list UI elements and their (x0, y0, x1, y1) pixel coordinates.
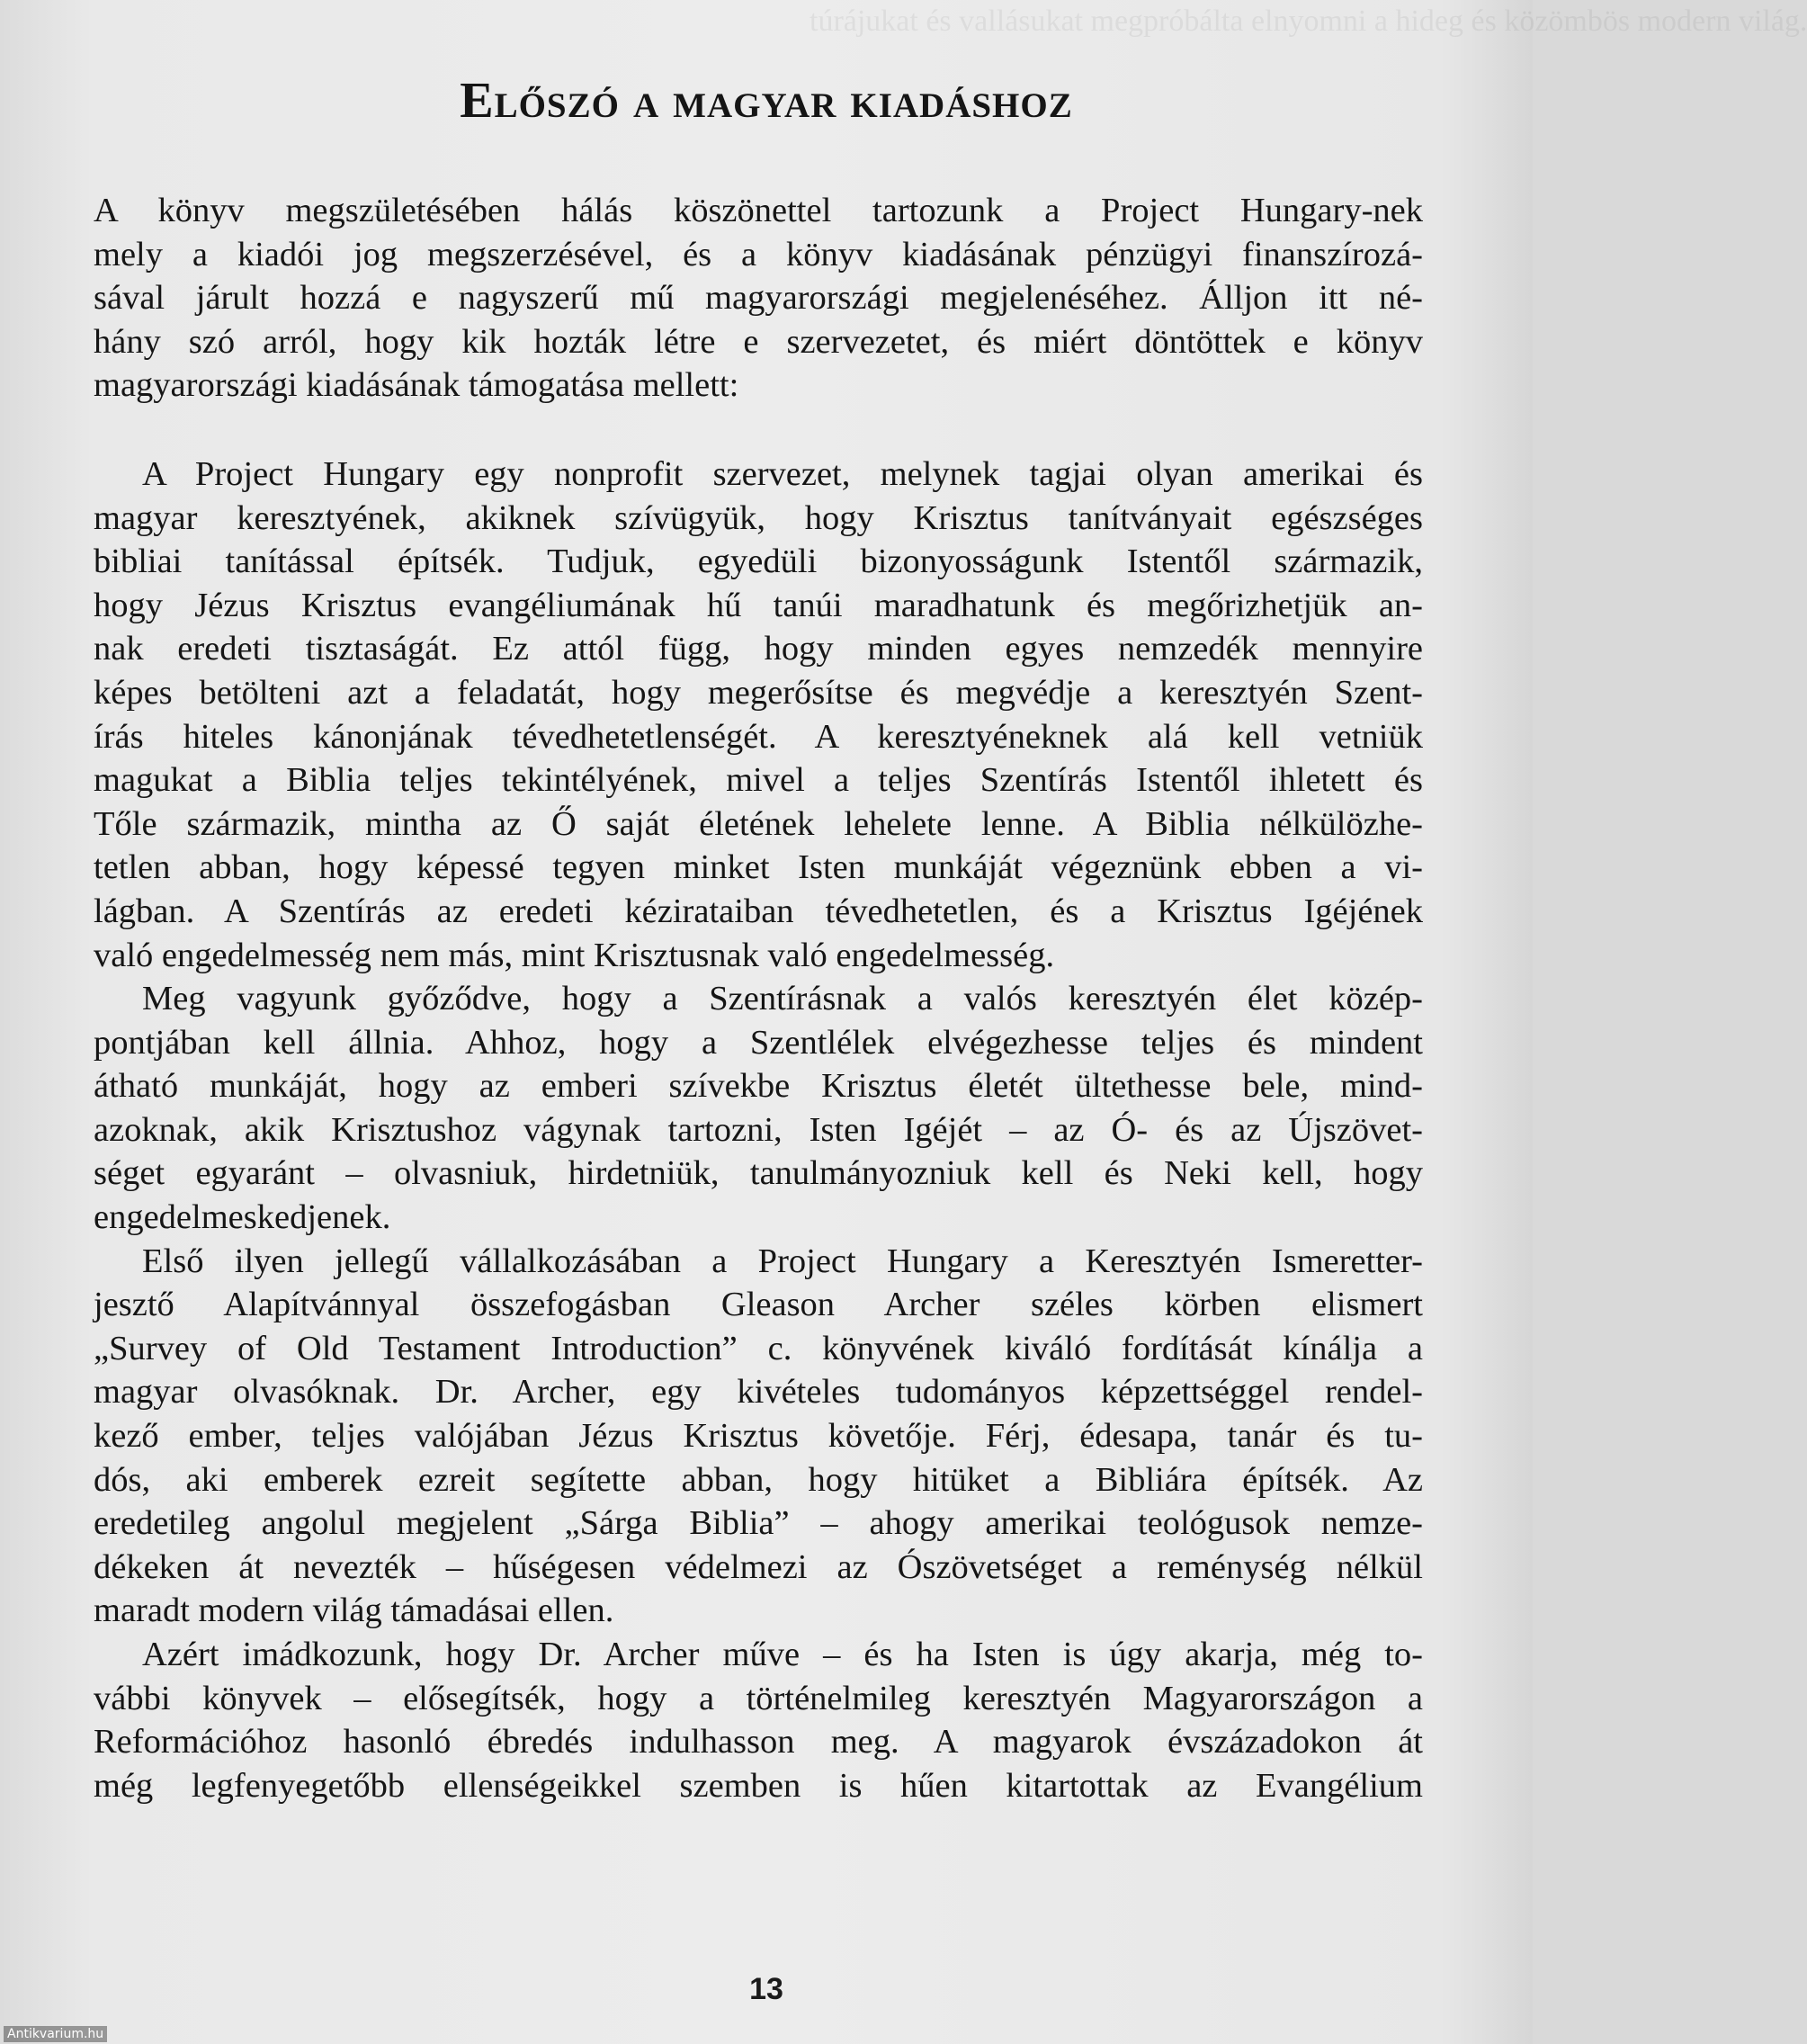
text-line: Meg vagyunk győződve, hogy a Szentírásnak a valós keresztyén élet közép- (142, 980, 1423, 1018)
text-line: hány szó arról, hogy kik hozták létre e szervezetet, és miért döntöttek e könyv (94, 322, 1423, 361)
text-line: írás hiteles kánonjának tévedhetetlenségét. A keresztyéneknek alá kell vetniük (94, 717, 1423, 756)
text-line: Tőle származik, mintha az Ő saját életének lehelete lenne. A Biblia nélkülözhe- (94, 804, 1423, 843)
text-line: A könyv megszületésében hálás köszönettel tartozunk a Project Hungary-nek (94, 192, 1423, 229)
text-line: Első ilyen jellegű vállalkozásában a Project Hungary a Keresztyén Ismeretter- (142, 1242, 1423, 1280)
text-line: kező ember, teljes valójában Jézus Krisztus követője. Férj, édesapa, tanár és tu- (94, 1417, 1423, 1456)
page-number: 13 (749, 1972, 783, 2006)
paragraph-5 (94, 1633, 1423, 1807)
text-line: magyar olvasóknak. Dr. Archer, egy kivételes tudományos képzettséggel rendel- (94, 1373, 1423, 1412)
text-line: vábbi könyvek – elősegítsék, hogy a történelmileg keresztyén Magyarországon a (94, 1679, 1423, 1717)
page-title: Előszó a magyar kiadáshoz (460, 72, 1073, 129)
text-line: még legfenyegetőbb ellenségeikkel szemben is hűen kitartottak az Evangélium (94, 1766, 1423, 1805)
text-line: maradt modern világ támadásai ellen. (94, 1591, 614, 1630)
text-line: magukat a Biblia teljes tekintélyének, mivel a teljes Szentírás Istentől ihletett és (94, 761, 1423, 800)
text-line: sával járult hozzá e nagyszerű mű magyarországi megjelenéséhez. Álljon itt né- (94, 279, 1423, 318)
text-line: mely a kiadói jog megszerzésével, és a könyv kiadásának pénzügyi finanszírozá- (94, 235, 1423, 273)
body-text (94, 189, 1423, 1807)
text-line: lágban. A Szentírás az eredeti kézirataiban tévedhetetlen, és a Krisztus Igéjének (94, 892, 1423, 930)
text-line: hogy Jézus Krisztus evangéliumának hű tanúi maradhatunk és megőrizhetjük an- (94, 586, 1423, 624)
text-line: „Survey of Old Testament Introduction” c. könyvének kiváló fordítását kínálja a (94, 1329, 1423, 1367)
text-line: nak eredeti tisztaságát. Ez attól függ, hogy minden egyes nemzedék mennyire (94, 630, 1423, 668)
text-line: dékeken át nevezték – hűségesen védelmezi az Ószövetséget a reménység nélkül (94, 1547, 1423, 1586)
text-line: A Project Hungary egy nonprofit szervezet, melynek tagjai olyan amerikai és (142, 454, 1423, 493)
text-line: séget egyaránt – olvasniuk, hirdetniük, tanulmányozniuk kell és Neki kell, hogy (94, 1154, 1423, 1193)
text-line: dós, aki emberek ezreit segítette abban, hogy hitüket a Bibliára építsék. Az (94, 1460, 1423, 1499)
paragraph-1 (94, 189, 1423, 408)
show-through-text: túrájukat és vallásukat megpróbálta elnyomni a hideg és közömbös modern világ. (810, 4, 1807, 38)
text-line: bibliai tanítással építsék. Tudjuk, egyedüli bizonyosságunk Istentől származik, (94, 542, 1423, 581)
site-watermark: Antikvarium.hu (4, 2026, 107, 2042)
text-line: Reformációhoz hasonló ébredés indulhasson meg. A magyarok évszázadokon át (94, 1723, 1423, 1762)
text-line: eredetileg angolul megjelent „Sárga Biblia” – ahogy amerikai teológusok nemze- (94, 1504, 1423, 1543)
text-line: átható munkáját, hogy az emberi szívekbe Krisztus életét ültethesse bele, mind- (94, 1067, 1423, 1106)
text-line: tetlen abban, hogy képessé tegyen minket Isten munkáját végeznünk ebben a vi- (94, 848, 1423, 887)
text-line: azoknak, akik Krisztushoz vágynak tartozni, Isten Igéjét – az Ó- és az Újszövet- (94, 1110, 1423, 1149)
text-line: képes betölteni azt a feladatát, hogy megerősítse és megvédje a keresztyén Szent- (94, 673, 1423, 712)
text-line: engedelmeskedjenek. (94, 1198, 391, 1237)
text-line: jesztő Alapítvánnyal összefogásban Gleason Archer széles körben elismert (94, 1286, 1423, 1324)
text-line: való engedelmesség nem más, mint Krisztusnak való engedelmesség. (94, 936, 1055, 974)
text-line: Azért imádkozunk, hogy Dr. Archer műve – és ha Isten is úgy akarja, még to- (142, 1636, 1423, 1673)
paragraph-3 (94, 977, 1423, 1240)
text-line: magyarországi kiadásának támogatása mellett: (94, 366, 739, 405)
paragraph-4 (94, 1240, 1423, 1633)
text-line: pontjában kell állnia. Ahhoz, hogy a Szentlélek elvégezhesse teljes és mindent (94, 1023, 1423, 1062)
paragraph-2 (94, 453, 1423, 977)
text-line: magyar keresztyének, akiknek szívügyük, hogy Krisztus tanítványait egészséges (94, 498, 1423, 537)
